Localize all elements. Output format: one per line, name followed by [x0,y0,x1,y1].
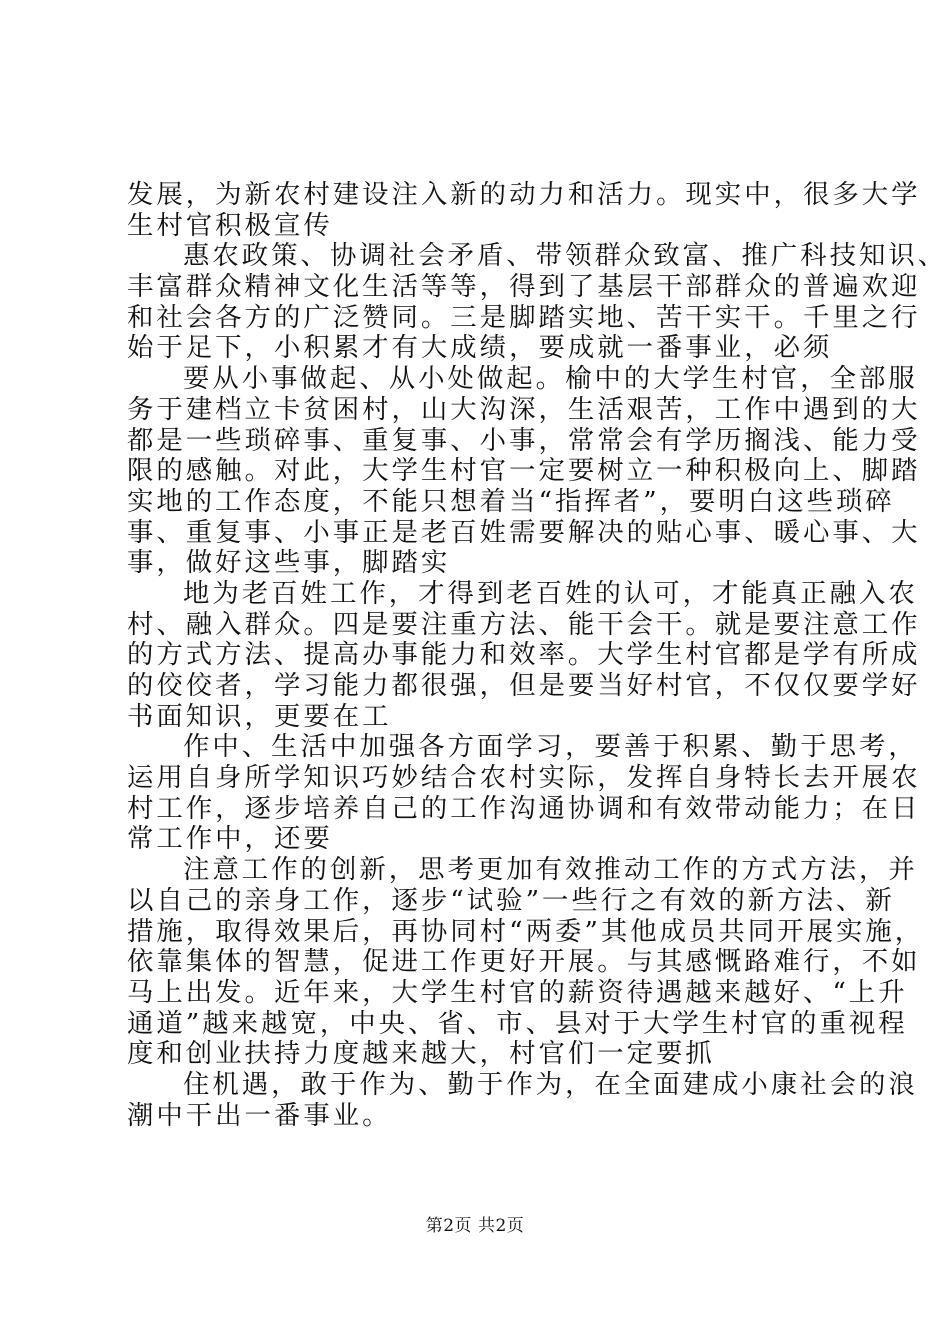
text-line: 丰富群众精神文化生活等等，得到了基层干部群众的普遍欢迎 [127,271,921,303]
text-line: 村工作，逐步培养自己的工作沟通协调和有效带动能力；在日 [127,792,921,824]
document-body [127,179,948,1131]
text-line: 村、融入群众。四是要注重方法、能干会干。就是要注意工作 [127,608,921,640]
text-line: 常工作中，还要 [127,823,333,855]
text-line: 实地的工作态度，不能只想着当“指挥者”，要明白这些琐碎 [127,485,895,517]
paragraph-first-line: 要从小事做起、从小处做起。榆中的大学生村官，全部服 [183,363,918,395]
text-line: 的佼佼者，学习能力都很强，但是要当好村官，不仅仅要学好 [127,670,921,701]
text-line: 务于建档立卡贫困村，山大沟深，生活艰苦，工作中遇到的大 [127,393,921,425]
text-line: 的方式方法、提高办事能力和效率。大学生村官都是学有所成 [127,639,921,671]
text-line: 措施，取得效果后，再协同村“两委”其他成员共同开展实施， [127,915,925,947]
text-line: 潮中干出一番事业。 [127,1099,392,1131]
text-line: 以自己的亲身工作，逐步“试验”一些行之有效的新方法、新 [127,884,895,916]
paragraph-first-line: 注意工作的创新，思考更加有效推动工作的方式方法，并 [183,854,918,886]
text-line: 通道”越来越宽，中央、省、市、县对于大学生村官的重视程 [127,1007,908,1039]
text-line: 生村官积极宣传 [127,209,333,241]
text-line: 度和创业扶持力度越来越大，村官们一定要抓 [127,1038,715,1070]
page-footer: 第2页 共2页 [425,1216,525,1236]
text-line: 和社会各方的广泛赞同。三是脚踏实地、苦干实干。千里之行 [127,301,921,333]
text-line: 事，做好这些事，脚踏实 [127,547,451,579]
text-line: 事、重复事、小事正是老百姓需要解决的贴心事、暖心事、大 [127,516,921,548]
text-line: 马上出发。近年来，大学生村官的薪资待遇越来越好、“上升 [127,976,908,1008]
text-line: 书面知识，更要在工 [127,700,392,732]
text-line: 都是一些琐碎事、重复事、小事，常常会有学历搁浅、能力受 [127,424,921,456]
paragraph-first-line: 住机遇，敢于作为、勤于作为，在全面建成小康社会的浪 [183,1068,918,1100]
text-line: 运用自身所学知识巧妙结合农村实际，发挥自身特长去开展农 [127,762,921,794]
paragraph-first-line: 地为老百姓工作，才得到老百姓的认可，才能真正融入农 [183,577,918,609]
text-line: 发展，为新农村建设注入新的动力和活力。现实中，很多大学 [127,179,921,210]
paragraph-first-line: 惠农政策、协调社会矛盾、带领群众致富、推广科技知识、 [183,240,948,272]
text-line: 依靠集体的智慧，促进工作更好开展。与其感慨路难行，不如 [127,946,921,978]
text-line: 始于足下，小积累才有大成绩，要成就一番事业，必须 [127,332,833,364]
paragraph-first-line: 作中、生活中加强各方面学习，要善于积累、勤于思考， [183,731,918,763]
text-line: 限的感触。对此，大学生村官一定要树立一种积极向上、脚踏 [127,455,921,487]
